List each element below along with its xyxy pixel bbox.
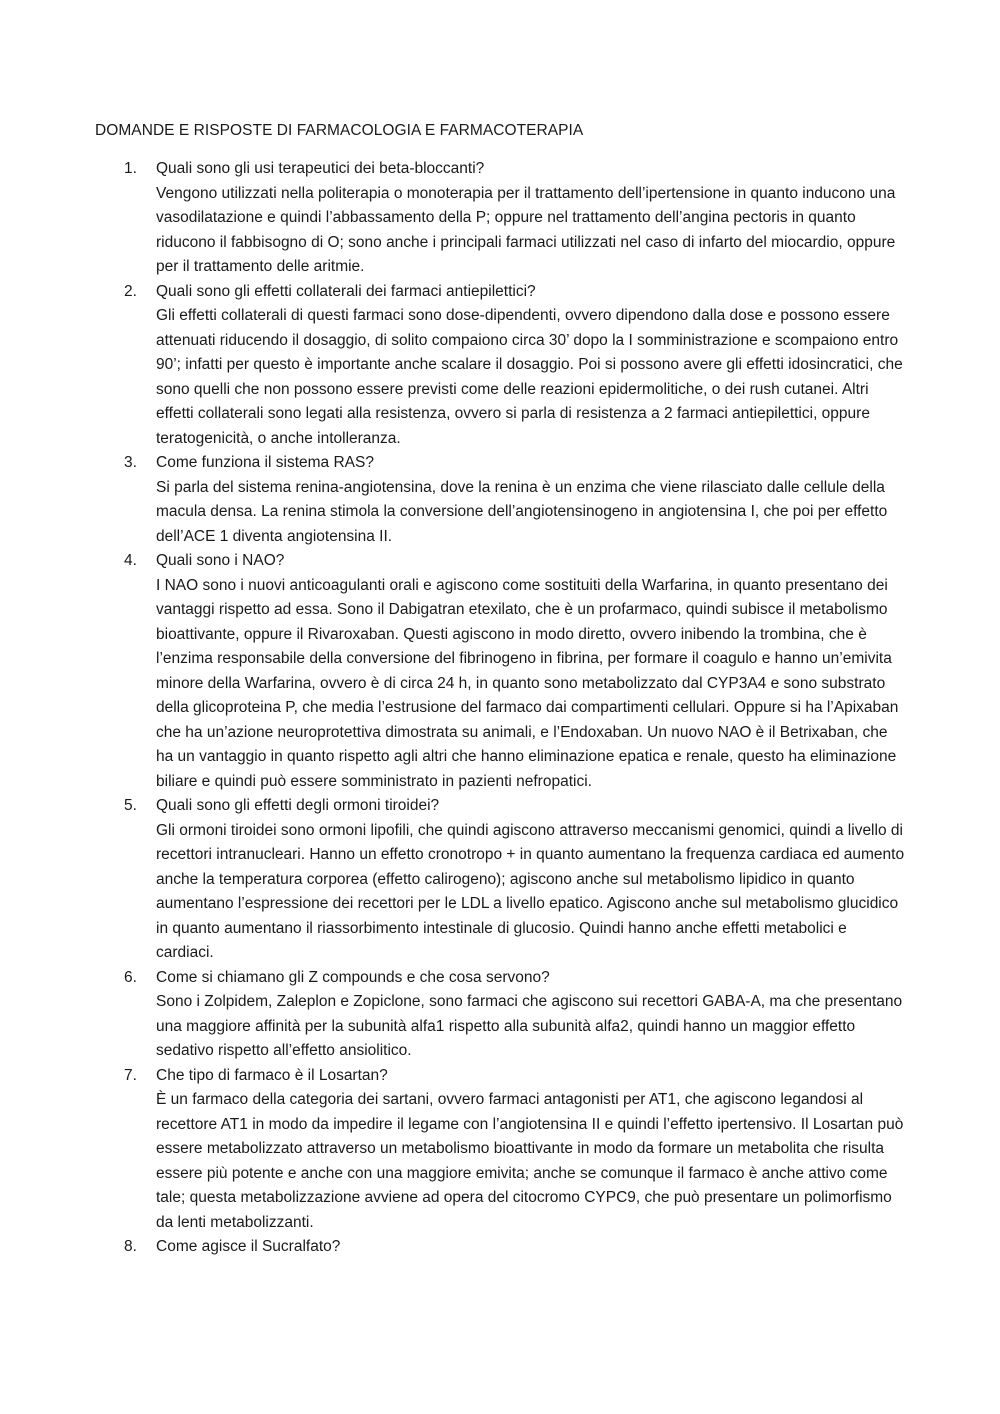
list-item [0, 280, 1000, 452]
answer-text: Gli ormoni tiroidei sono ormoni lipofili, che quindi agiscono attraverso meccanismi genomici, quindi a livello di recettori intranucleari. Hanno un effetto cronotropo + in quanto aumentano la frequenza cardiaca ed aumento anche la temperatura corporea (effetto calirogeno); agiscono anche sul metabolismo lipidico in quanto aumentano l’espressione dei recettori per le LDL a livello epatico. Agiscono anche sul metabolismo glucidico in quanto aumentano il riassorbimento intestinale di glucosio. Quindi hanno anche effetti metabolici e cardiaci. [156, 821, 905, 961]
item-number: 1. [124, 160, 137, 177]
question-text: Come agisce il Sucralfato? [156, 1238, 341, 1255]
list-item [0, 549, 1000, 794]
item-content [156, 966, 906, 1064]
list-item [0, 966, 1000, 1064]
item-content [156, 794, 906, 966]
answer-text: Sono i Zolpidem, Zaleplon e Zopiclone, sono farmaci che agiscono sui recettori GABA-A, ma che presentano una maggiore affinità per la subunità alfa1 rispetto alla subunità alfa2, quindi hanno un maggior effetto sedativo rispetto all’effetto ansiolitico. [156, 993, 903, 1059]
question-text: Che tipo di farmaco è il Losartan? [156, 1066, 388, 1084]
item-number: 6. [124, 968, 137, 986]
list-item [0, 1235, 1000, 1260]
answer-text: Si parla del sistema renina-angiotensina, dove la renina è un enzima che viene rilasciato dalle cellule della macula densa. La renina stimola la conversione dell’angiotensinogeno in angiotensina I, che poi per effetto dell’ACE 1 diventa angiotensina II. [156, 478, 888, 545]
question-text: Quali sono gli usi terapeutici dei beta-bloccanti? [156, 160, 485, 177]
document-title: DOMANDE E RISPOSTE DI FARMACOLOGIA E FARMACOTERAPIA [95, 122, 584, 139]
item-content [156, 549, 906, 794]
answer-text: Gli effetti collaterali di questi farmaci sono dose-dipendenti, ovvero dipendono dalla dose e possono essere attenuati riducendo il dosaggio, di solito compaiono circa 30’ dopo la I somministrazione e scompaiono entro 90’; infatti per questo è importante anche scalare il dosaggio. Poi si possono avere gli effetti idosincratici, che sono quelli che non possono essere previsti come delle reazioni epidermolitiche, o dei rush cutanei. Altri effetti collaterali sono legati alla resistenza, ovvero si parla di resistenza a 2 farmaci antiepilettici, oppure teratogenicità, o anche intolleranza. [156, 307, 903, 447]
answer-text: È un farmaco della categoria dei sartani, ovvero farmaci antagonisti per AT1, che agiscono legandosi al recettore AT1 in modo da impedire il legame con l’angiotensina II e quindi l’effetto ipertensivo. Il Losartan può essere metabolizzato attraverso un metabolismo bioattivante in modo da formare un metabolita che risulta essere più potente e anche con una maggiore emivita; anche se comunque il farmaco è anche attivo come tale; questa metabolizzazione avviene ad opera del citocromo CYPC9, che può presentare un polimorfismo da lenti metabolizzanti. [156, 1091, 904, 1231]
item-number: 3. [124, 454, 137, 471]
item-content [156, 157, 906, 280]
question-text: Come funziona il sistema RAS? [156, 454, 374, 471]
question-answer-list [0, 157, 1000, 1260]
question-text: Come si chiamano gli Z compounds e che cosa servono? [156, 968, 550, 986]
item-content [156, 1235, 906, 1260]
question-text: Quali sono i NAO? [156, 552, 285, 569]
item-number: 8. [124, 1238, 137, 1255]
item-content [156, 280, 906, 452]
item-number: 4. [124, 552, 137, 569]
list-item [0, 1064, 1000, 1236]
item-content [156, 1064, 906, 1236]
question-text: Quali sono gli effetti degli ormoni tiroidei? [156, 797, 440, 814]
list-item [0, 794, 1000, 966]
question-text: Quali sono gli effetti collaterali dei farmaci antiepilettici? [156, 282, 536, 300]
item-number: 5. [124, 797, 137, 814]
answer-text: I NAO sono i nuovi anticoagulanti orali e agiscono come sostituiti della Warfarina, in quanto presentano dei vantaggi rispetto ad essa. Sono il Dabigatran etexilato, che è un profarmaco, quindi subisce il metabolismo bioattivante, oppure il Rivaroxaban. Questi agiscono in modo diretto, ovvero inibendo la trombina, che è l’enzima responsabile della conversione del fibrinogeno in fibrina, per formare il coagulo e hanno un’emivita minore della Warfarina, ovvero è di circa 24 h, in quanto sono metabolizzato dal CYP3A4 e sono substrato della glicoproteina P, che media l’estrusione del farmaco dai compartimenti cellulari. Oppure si ha l’Apixaban che ha un’azione neuroprotettiva dimostrata su animali, e l’Endoxaban. Un nuovo NAO è il Betrixaban, che ha un vantaggio in quanto rispetto agli altri che hanno eliminazione epatica e renale, questo ha eliminazione biliare e quindi può essere somministrato in pazienti nefropatici. [156, 576, 899, 790]
list-item [0, 451, 1000, 549]
list-item [0, 157, 1000, 280]
item-content [156, 451, 906, 549]
answer-text: Vengono utilizzati nella politerapia o monoterapia per il trattamento dell’ipertensione in quanto inducono una vasodilatazione e quindi l’abbassamento della P; oppure nel trattamento dell’angina pectoris in quanto riducono il fabbisogno di O; sono anche i principali farmaci utilizzati nel caso di infarto del miocardio, oppure per il trattamento delle aritmie. [156, 184, 896, 275]
item-number: 7. [124, 1066, 137, 1084]
item-number: 2. [124, 282, 137, 300]
